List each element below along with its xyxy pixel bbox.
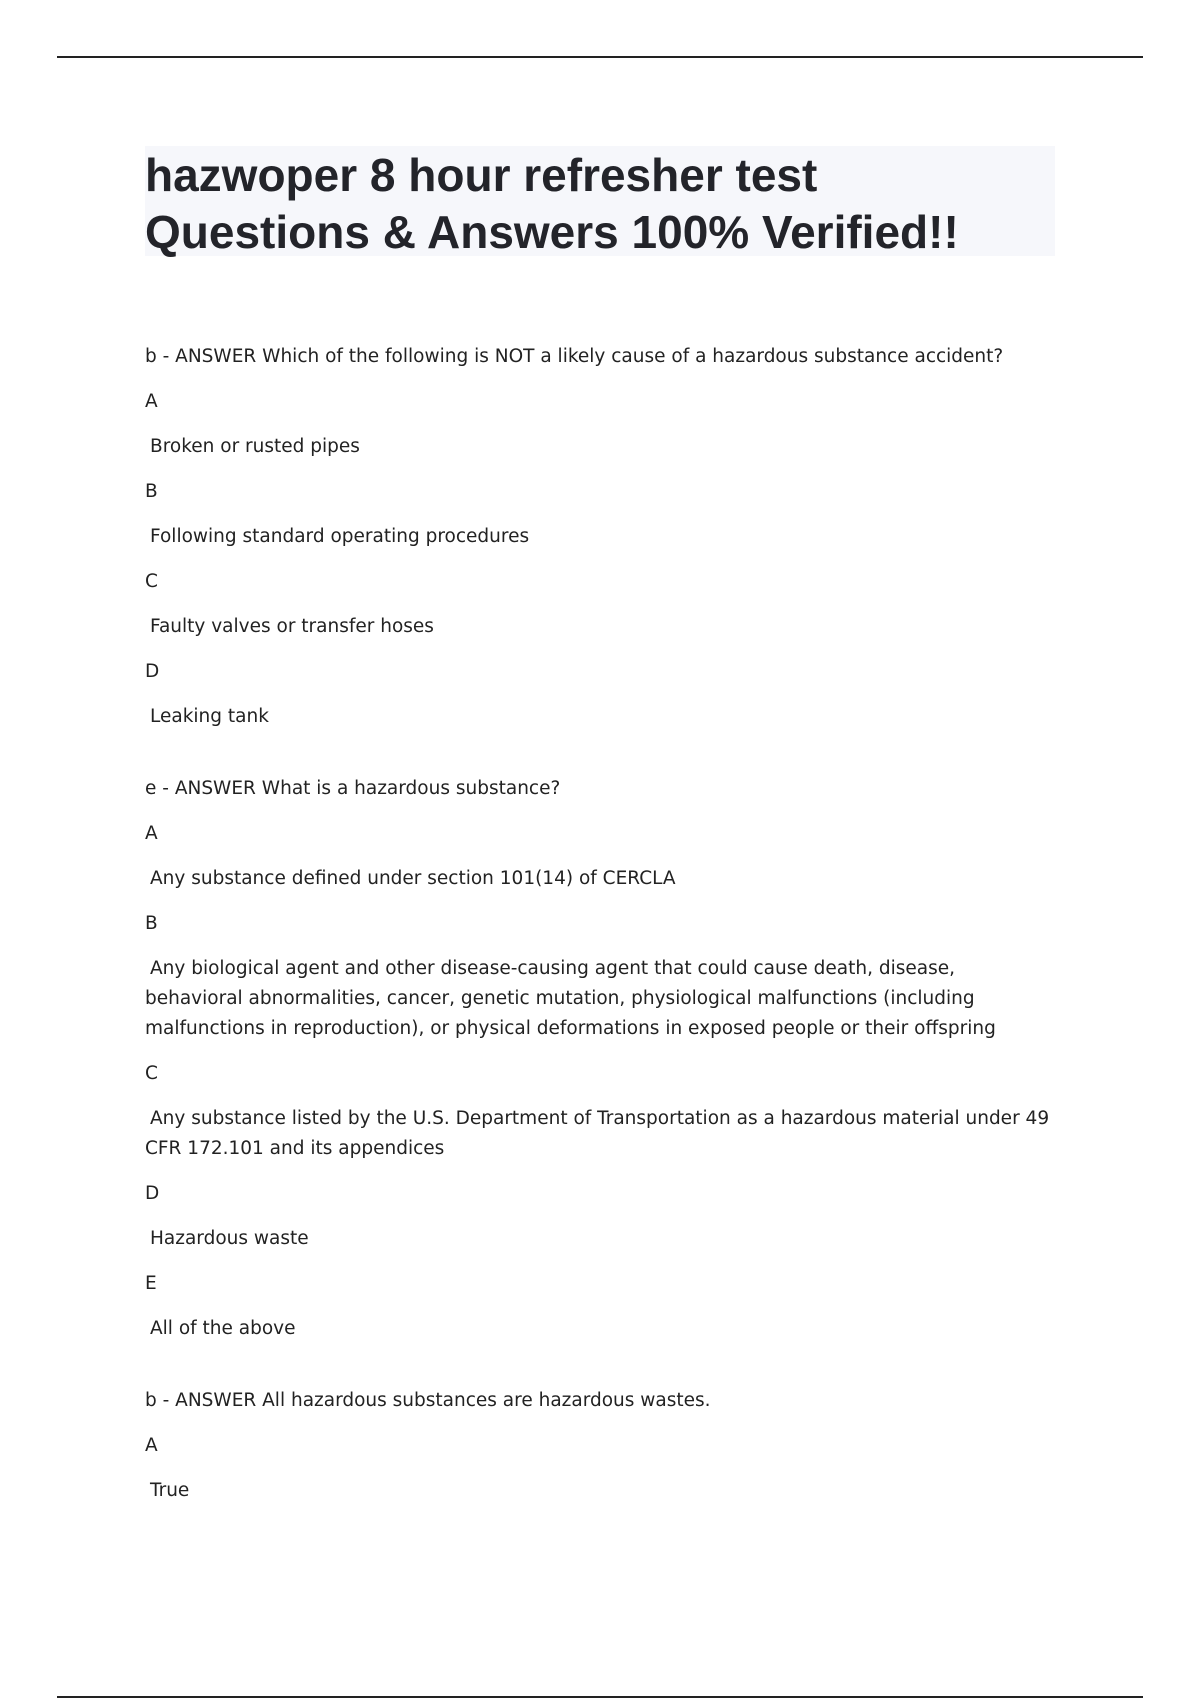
option-text: Leaking tank xyxy=(150,706,269,727)
question-text: What is a hazardous substance? xyxy=(261,778,561,799)
qa-content xyxy=(145,342,1057,1548)
option-letter: D xyxy=(145,1183,160,1204)
title-block xyxy=(145,146,1055,256)
option-text: Any substance listed by the U.S. Department of Transportation as a hazardous material under 49 CFR 172.101 and its appendices xyxy=(145,1108,1050,1159)
option-text: Faulty valves or transfer hoses xyxy=(150,616,434,637)
title-line-2: Questions & Answers 100% Verified!! xyxy=(145,206,959,258)
header-rule xyxy=(57,56,1143,58)
question-text-line xyxy=(145,1386,1057,1416)
option-letter: A xyxy=(145,823,158,844)
question-item xyxy=(145,342,1057,732)
option-text: Any substance defined under section 101(14) of CERCLA xyxy=(150,868,676,889)
option-letter: C xyxy=(145,1063,158,1084)
option-letter: A xyxy=(145,391,158,412)
option-text: All of the above xyxy=(150,1318,296,1339)
option-letter: B xyxy=(145,481,158,502)
option-letter: E xyxy=(145,1273,157,1294)
footer-rule xyxy=(57,1696,1143,1698)
title-line-1: hazwoper 8 hour refresher test xyxy=(145,149,818,201)
option-letter: A xyxy=(145,1435,158,1456)
question-text: Which of the following is NOT a likely cause of a hazardous substance accident? xyxy=(262,346,1004,367)
document-title xyxy=(145,146,1055,261)
answer-key: b - ANSWER xyxy=(145,1390,257,1411)
option-letter: C xyxy=(145,571,158,592)
question-text: All hazardous substances are hazardous wastes. xyxy=(262,1390,711,1411)
option-letter: B xyxy=(145,913,158,934)
option-text: Following standard operating procedures xyxy=(150,526,530,547)
answer-key: b - ANSWER xyxy=(145,346,257,367)
question-text-line xyxy=(145,342,1057,372)
option-text: Any biological agent and other disease-causing agent that could cause death, disease, behavioral abnormalities, cancer, genetic mutation, physiological malfunctions (including malfunctions in reproduction), or physical deformations in exposed people or their offspring xyxy=(145,958,996,1039)
option-text: Hazardous waste xyxy=(150,1228,309,1249)
option-letter: D xyxy=(145,661,160,682)
question-item xyxy=(145,774,1057,1344)
option-text: True xyxy=(150,1480,190,1501)
option-text: Broken or rusted pipes xyxy=(150,436,360,457)
answer-key: e - ANSWER xyxy=(145,778,256,799)
question-text-line xyxy=(145,774,1057,804)
question-item xyxy=(145,1386,1057,1506)
